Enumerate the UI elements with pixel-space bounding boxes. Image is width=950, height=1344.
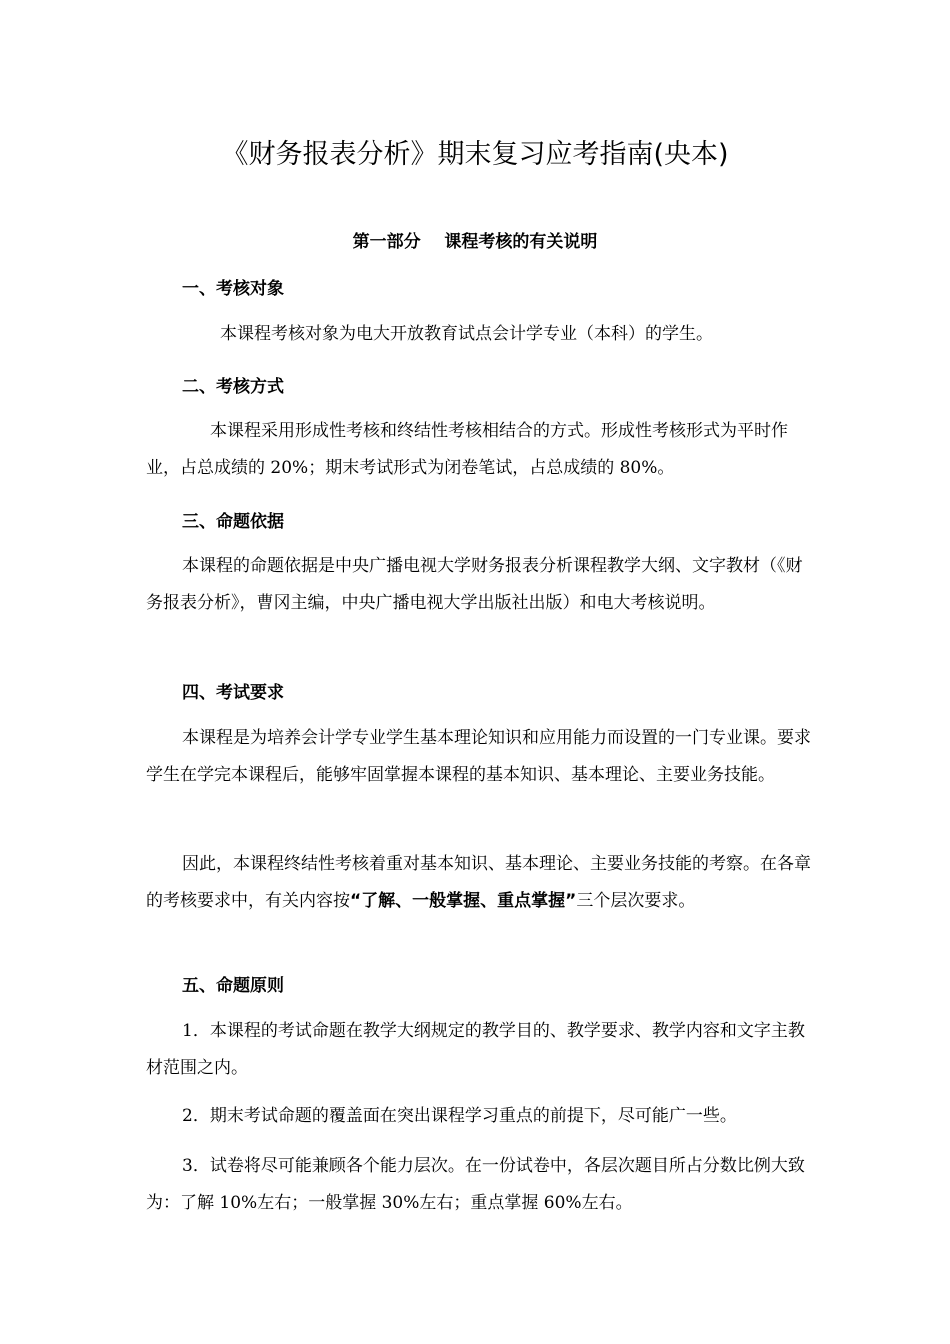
paragraph: 本课程的命题依据是中央广播电视大学财务报表分析课程教学大纲、文字教材（《财务报表分析》，曹冈主编，中央广播电视大学出版社出版）和电大考核说明。 — [146, 556, 803, 613]
section-heading: 二、考核方式 — [182, 377, 284, 397]
list-item: 2．期末考试命题的覆盖面在突出课程学习重点的前提下，尽可能广一些。 — [182, 1106, 737, 1126]
paragraph — [146, 846, 811, 920]
paragraph-text: 因此，本课程终结性考核着重对基本知识、基本理论、主要业务技能的考察。在各章的考核要求中，有关内容按 — [146, 854, 811, 911]
part-heading: 第一部分 课程考核的有关说明 — [352, 232, 598, 252]
list-item: 3．试卷将尽可能兼顾各个能力层次。在一份试卷中，各层次题目所占分数比例大致为：了解 10%左右；一般掌握 30%左右；重点掌握 60%左右。 — [146, 1156, 805, 1213]
paragraph: 本课程采用形成性考核和终结性考核相结合的方式。形成性考核形式为平时作业，占总成绩的 20%；期末考试形式为闭卷笔试，占总成绩的 80%。 — [146, 421, 788, 478]
section-heading: 五、命题原则 — [182, 976, 284, 996]
paragraph-text: 三个层次要求。 — [576, 891, 696, 911]
section-heading: 三、命题依据 — [182, 512, 284, 532]
paragraph: 本课程考核对象为电大开放教育试点会计学专业（本科）的学生。 — [220, 324, 713, 344]
paragraph: 本课程是为培养会计学专业学生基本理论知识和应用能力而设置的一门专业课。要求学生在学完本课程后，能够牢固掌握本课程的基本知识、基本理论、主要业务技能。 — [146, 728, 811, 785]
document-title: 《财务报表分析》期末复习应考指南(央本) — [221, 139, 729, 170]
list-item: 1．本课程的考试命题在教学大纲规定的教学目的、教学要求、教学内容和文字主教材范围之内。 — [146, 1021, 805, 1078]
emphasis-text: “了解、一般掌握、重点掌握” — [350, 891, 577, 911]
section-heading: 一、考核对象 — [182, 279, 284, 299]
section-heading: 四、考试要求 — [182, 683, 284, 703]
